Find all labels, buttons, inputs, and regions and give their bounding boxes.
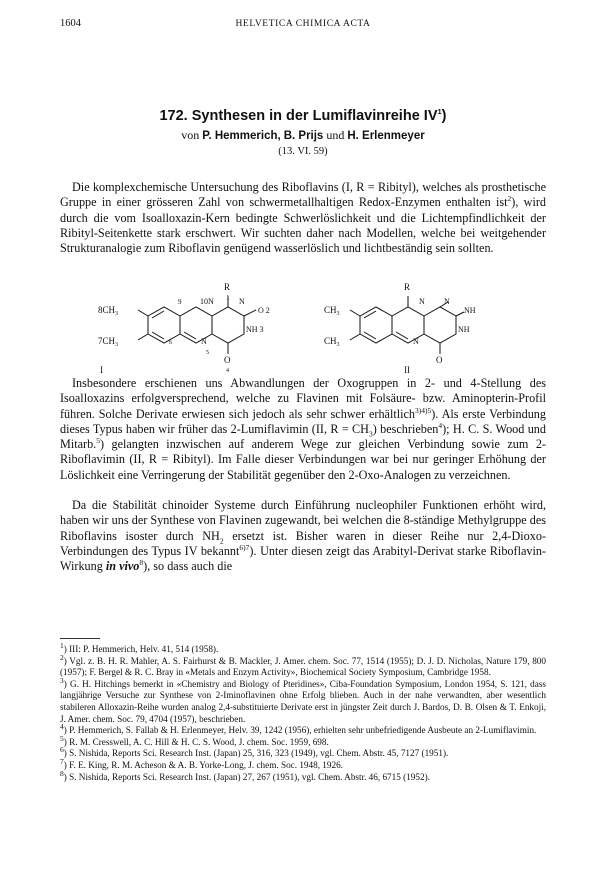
footnote-1: $^1$) III: P. Hemmerich, Helv. 41, 514 (1958).	[60, 640, 219, 654]
footnote-6: $^6$) S. Nishida, Reports Sci. Research Inst. (Japan) 25, 316, 323 (1949), vgl. Chem. Abstr. 45, 7127 (1951).	[60, 745, 449, 759]
s1-pos6: 6	[169, 340, 172, 346]
author-2: B. Prijs	[283, 130, 324, 142]
footnote-3: $^3$) G. H. Hitchings bemerkt in «Chemistry and Biology of Pteridines», Ciba-Foundation Symposium, London 1954, S. 121, dass langjährige Versuche zur Synthese von 2-Iminoflavinen ohne Erfolg blieben. Auch in der nahe verwandten, aber wesentlich stabileren Alloxazin-Reihe wurden analog 2,4-substituierte Derivate erst in jüngster Zeit durch J. Bardos, D. B. Olsen & T. Enkoji, J. Amer. chem. Soc. 79, 4704 (1957), beschrieben.	[60, 675, 546, 724]
s1-n5: N	[201, 337, 207, 346]
s2-ch3-b: $CH_3$	[324, 336, 340, 348]
footnotes	[60, 640, 546, 783]
s2-ch3-a: $CH_3$	[324, 305, 340, 317]
s1-ch3-7: $7CH_3$	[98, 336, 119, 348]
article-title: 172. Synthesen in der Lumiflavinreihe $IV^1$)	[159, 107, 447, 124]
author-3: H. Erlenmeyer	[347, 130, 425, 142]
s1-pos9: 9	[178, 298, 182, 306]
paragraph-1: Die komplexchemische Untersuchung des Riboflavins (I, R = Ribityl), welches als prosthetische Gruppe in einer grösseren Zahl von schwermetallhaltigen Redox-Enzymen enthalten ist$^2$), wird durch die vom Isoalloxazin-Kern bedingte Schwerlöslichkeit und die Lichtempfindlichkeit der Ribityl-Seitenkette stark erschwert. Wir suchten daher nach Modellen, welche bei weitgehender Strukturanalogie zum Riboflavin genügend wasserlöslich und lichtbeständig sein sollten.	[60, 180, 546, 256]
author-1: P. Hemmerich,	[202, 130, 281, 142]
paragraph-3: Da die Stabilität chinoider Systeme durch Einführung nucleophiler Funktionen erhöht wird, haben wir uns der Synthese von Flavinen zugewandt, bei welchen die 8-ständige Methylgruppe des Riboflavins isoster durch $NH_2$ ersetzt ist. Bisher waren in dieser Reihe nur 2,4-Dioxo-Verbindungen des Typus IV bekannt$^{6)7}$). Unter diesen zeigt das Arabityl-Derivat starke Riboflavin-Wirkung in vivo$^8$), so dass auch die	[60, 498, 547, 574]
paragraph-2: Insbesondere erschienen uns Abwandlungen der Oxogruppen in 2- und 4-Stellung des Isoalloxazins erfolgversprechend, welche zu Flavinen mit Folsäure- bzw. Aminopterin-Profil führen. Solche Derivate erwiesen sich jedoch als sehr schwer erhältlich$^{3)4)5}$). Als erste Verbindung dieses Typus haben wir früher das 2-Lumiflavimin (II, $R = CH_3$) beschrieben$^4$); H. C. S. Wood und Mitarb.$^5$) gelangten inzwischen auf anderem Wege zur gleichen Verbindung sowie zum 2-Riboflavimin (II, R = Ribityl). Im Falle dieser Verbindungen war bei nur geringer Erhöhung der Löslichkeit eine Verringerung der Stabilität gegenüber den 2-Oxo-Analogen zu verzeichnen.	[60, 376, 546, 482]
title-footnote-ref: 1	[437, 107, 442, 117]
page-number: 1604	[60, 18, 81, 29]
received-date: (13. VI. 59)	[278, 146, 328, 157]
s2-r-label: R	[404, 282, 411, 292]
author-line: von P. Hemmerich, B. Prijs und H. Erlenmeyer	[181, 128, 425, 142]
s2-n-a: N	[419, 297, 425, 306]
footnote-4: $^4$) P. Hemmerich, S. Fallab & H. Erlenmeyer, Helv. 39, 1242 (1956), erhielten sehr unbefriedigende Ausbeute an 2-Lumiflavimin.	[60, 722, 537, 736]
s1-o2: O 2	[258, 306, 270, 315]
s2-nh-a: NH	[464, 306, 476, 315]
chemical-structures	[60, 282, 546, 376]
s2-n-b: N	[444, 297, 450, 306]
s2-o: O	[436, 355, 443, 365]
s1-o4: O	[224, 355, 231, 365]
s2-compound-label: II	[404, 365, 410, 375]
s1-pos5: 5	[206, 350, 209, 356]
s1-n1: N	[239, 297, 245, 306]
s1-ch3-8: $8CH_3$	[98, 305, 119, 317]
s2-nh-b: NH	[458, 325, 470, 334]
s2-n-c: N	[413, 337, 419, 346]
s1-pos4: 4	[226, 368, 229, 374]
footnote-2: $^2$) Vgl. z. B. H. R. Mahler, A. S. Fairhurst & B. Mackler, J. Amer. chem. Soc. 77, 1514 (1955); D. J. D. Nicholas, Nature 179, 800 (1957); F. Bergel & R. C. Bray in «Metals and Enzym Activity», Biochemical Society Symposium, Cambridge 1958.	[60, 652, 546, 678]
s1-compound-label: I	[100, 365, 103, 375]
s1-pos1: 1	[226, 294, 230, 302]
s1-nh3: NH 3	[246, 325, 264, 334]
footnote-8: $^8$) S. Nishida, Reports Sci. Research Inst. (Japan) 27, 267 (1951), vgl. Chem. Abstr. 46, 6715 (1952).	[60, 768, 430, 782]
s1-r-label: R	[224, 282, 231, 292]
s1-n10: 10N	[200, 297, 214, 306]
journal-name: HELVETICA CHIMICA ACTA	[235, 19, 371, 29]
footnote-rule	[60, 638, 100, 639]
footnote-7: $^7$) F. E. King, R. M. Acheson & A. B. Yorke-Long, J. chem. Soc. 1948, 1926.	[60, 756, 343, 770]
footnote-5: $^5$) R. M. Cresswell, A. C. Hill & H. C. S. Wood, J. chem. Soc. 1959, 698.	[60, 733, 329, 747]
